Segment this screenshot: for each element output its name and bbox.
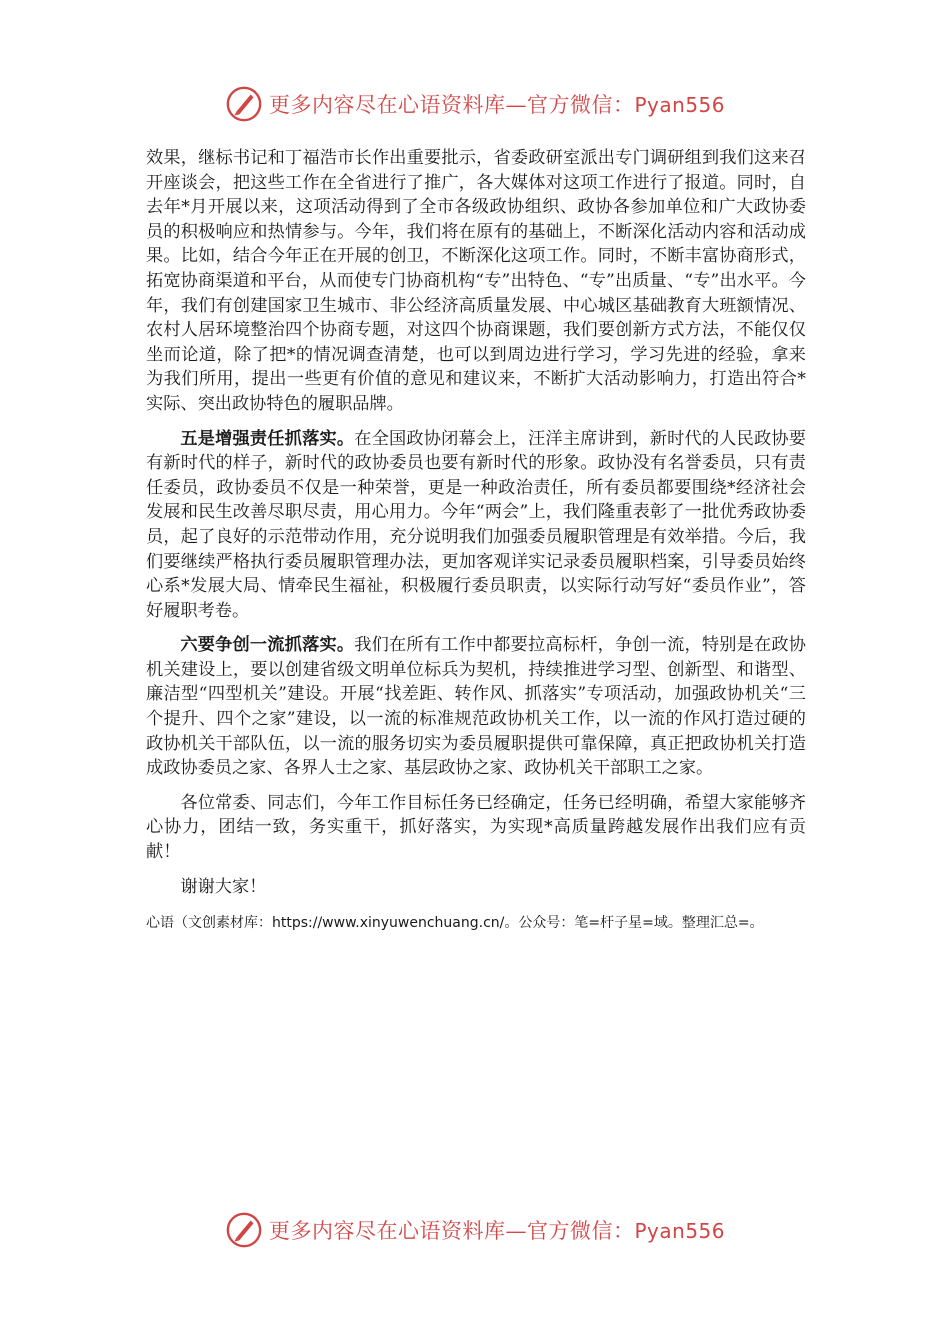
paragraph-1: 效果，继标书记和丁福浩市长作出重要批示，省委政研室派出专门调研组到我们这来召开座谈会，把这些工作在全省进行了推广，各大媒体对这项工作进行了报道。同时，自去年*月开展以来，这项活动得到了全市各级政协组织、政协各参加单位和广大政协委员的积极响应和热情参与。今年，我们将在原有的基础上，不断深化活动内容和活动成果。比如，结合今年正在开展的创卫，不断深化这项工作。同时，不断丰富协商形式，拓宽协商渠道和平台，从而使专门协商机构“专”出特色、“专”出质量、“专”出水平。今年，我们有创建国家卫生城市、非公经济高质量发展、中心城区基础教育大班额情况、农村人居环境整治四个协商专题，对这四个协商课题，我们要创新方式方法，不能仅仅坐而论道，除了把*的情况调查清楚，也可以到周边进行学习，学习先进的经验，拿来为我们所用，提出一些更有价值的意见和建议来，不断扩大活动影响力，打造出符合*实际、突出政协特色的履职品牌。	[146, 148, 806, 414]
paragraph-5: 谢谢大家！	[180, 876, 267, 897]
section-lead: 五是增强责任抓落实。	[180, 428, 355, 449]
section-lead: 六要争创一流抓落实。	[180, 635, 355, 656]
paragraph-3: 六要争创一流抓落实。我们在所有工作中都要拉高标杆，争创一流，特别是在政协机关建设上，要以创建省级文明单位标兵为契机，持续推进学习型、创新型、和谐型、廉洁型“四型机关”建设。开展“找差距、转作风、抓落实”专项活动，加强政协机关“三个提升、四个之家”建设，以一流的标准规范政协机关工作，以一流的作风打造过硬的政协机关干部队伍，以一流的服务切实为委员履职提供可靠保障，真正把政协机关打造成政协委员之家、各界人士之家、基层政协之家、政协机关干部职工之家。	[146, 635, 806, 779]
paragraph-2: 五是增强责任抓落实。在全国政协闭幕会上，汪洋主席讲到，新时代的人民政协要有新时代的样子，新时代的政协委员也要有新时代的形象。政协没有名誉委员，只有责任委员，政协委员不仅是一种荣誉，更是一种政治责任，所有委员都要围绕*经济社会发展和民生改善尽职尽责，用心用力。今年“两会”上，我们隆重表彰了一批优秀政协委员，起了良好的示范带动作用，充分说明我们加强委员履职管理是有效举措。今后，我们要继续严格执行委员履职管理办法，更加客观详实记录委员履职档案，引导委员始终心系*发展大局、情牵民生福祉，积极履行委员职责，以实际行动写好“委员作业”，答好履职考卷。	[146, 428, 806, 621]
pen-logo-icon	[225, 1211, 263, 1249]
watermark-header	[0, 84, 950, 124]
paragraph-4: 各位常委、同志们，今年工作目标任务已经确定，任务已经明确，希望大家能够齐心协力，团结一致，务实重干，抓好落实，为实现*高质量跨越发展作出我们应有贡献！	[146, 792, 806, 863]
watermark-text: 更多内容尽在心语资料库—官方微信：Pyan556	[268, 1219, 725, 1243]
document-body	[146, 146, 806, 936]
pen-logo-icon	[225, 85, 263, 123]
watermark-text: 更多内容尽在心语资料库—官方微信：Pyan556	[268, 93, 725, 117]
source-note: 心语（文创素材库：https://www.xinyuwenchuang.cn/。公众号：笔=杆子星=域。整理汇总=。	[146, 915, 764, 932]
watermark-footer	[0, 1210, 950, 1250]
